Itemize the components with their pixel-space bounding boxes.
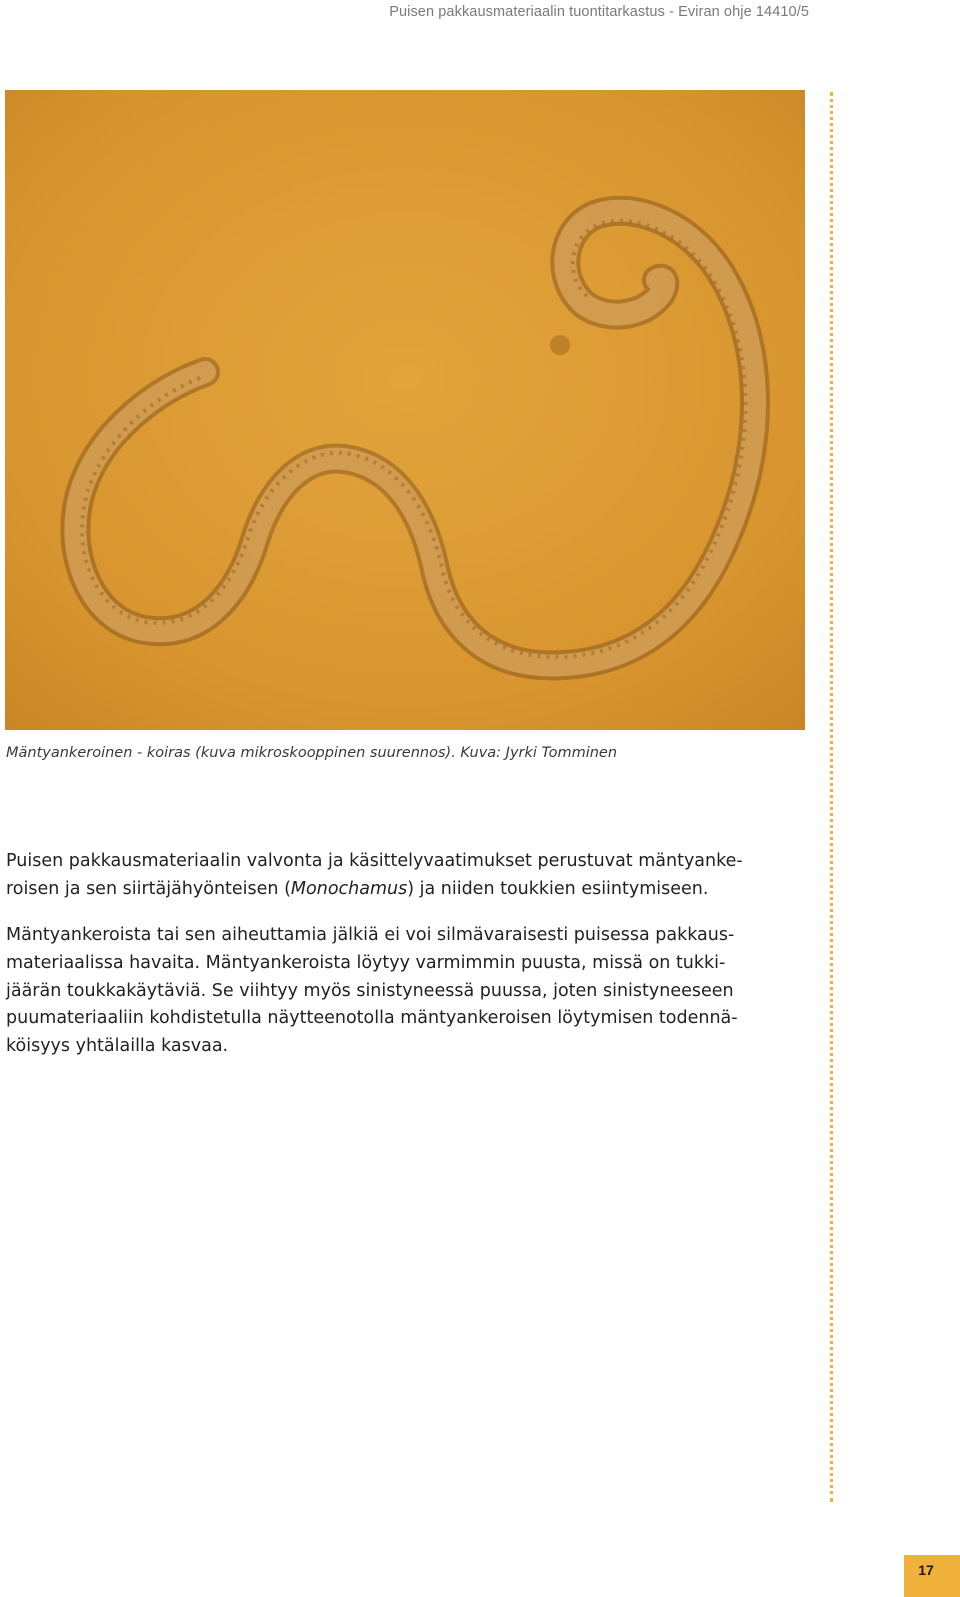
text-fragment: ) ja niiden toukkien esiintymiseen. (407, 878, 709, 899)
paragraph-1-line-2 (6, 876, 806, 904)
running-header: Puisen pakkausmateriaalin tuontitarkastus - Eviran ohje 14410/5 (389, 4, 809, 20)
margin-dotted-rule (830, 92, 833, 1502)
page-number: 17 (918, 1562, 934, 1578)
paragraph-2-line-2: materiaalissa havaita. Mäntyankeroista löytyy varmimmin puusta, missä on tukki- (6, 952, 726, 973)
paragraph-1-line-1: Puisen pakkausmateriaalin valvonta ja käsittelyvaatimukset perustuvat mäntyanke- (6, 851, 743, 871)
debris-spot (550, 335, 570, 355)
micrograph-image (5, 90, 805, 730)
figure-caption: Mäntyankeroinen - koiras (kuva mikroskooppinen suurennos). Kuva: Jyrki Tomminen (6, 745, 618, 761)
paragraph-2-line-5: köisyys yhtälailla kasvaa. (6, 1036, 229, 1057)
text-fragment: roisen ja sen siirtäjähyönteisen ( (6, 878, 291, 899)
paragraph-1 (6, 848, 806, 904)
paragraph-2-line-3: jäärän toukkakäytäviä. Se viihtyy myös sinistyneessä puussa, joten sinistyneeseen (6, 980, 734, 1001)
paragraph-2-line-4: puumateriaaliin kohdistetulla näytteenotolla mäntyankeroisen löytymisen todennä- (6, 1008, 738, 1029)
paragraph-2 (6, 922, 806, 1061)
genus-name: Monochamus (290, 878, 408, 899)
paragraph-2-line-1: Mäntyankeroista tai sen aiheuttamia jälkiä ei voi silmävaraisesti puisessa pakkaus- (6, 925, 735, 945)
nematode-micrograph (5, 90, 805, 730)
